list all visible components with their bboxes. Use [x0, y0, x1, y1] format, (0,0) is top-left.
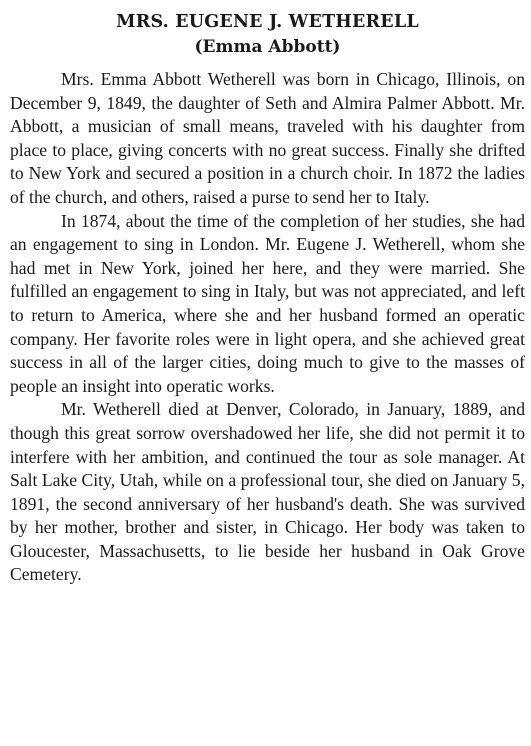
- paragraph-career-and-marriage: In 1874, about the time of the completion of her studies, she had an engagement to sing in London. Mr. Eugene J. Wetherell, whom she had met in New York, joined her here, and they were married. She fulfilled an engagement to sing in Italy, but was not appreciated, and left to return to America, where she and her husband formed an operatic company. Her favorite roles were in light opera, and she achieved great success in all of the larger cities, doing much to give to the masses of people an insight into operatic works.: [10, 210, 525, 396]
- article-title: MRS. EUGENE J. WETHERELL: [116, 12, 419, 32]
- paragraph-later-life-and-death: Mr. Wetherell died at Denver, Colorado, in January, 1889, and though this great sorrow overshadowed her life, she did not permit it to interfere with her ambition, and continued the tour as sole manager. At Salt Lake City, Utah, while on a professional tour, she died on January 5, 1891, the second anniversary of her husband's death. She was survived by her mother, brother and sister, in Chicago. Her body was taken to Gloucester, Massachusetts, to lie beside her husband in Oak Grove Cemetery.: [10, 399, 525, 585]
- paragraph-birth-and-early-life: Mrs. Emma Abbott Wetherell was born in Chicago, Illinois, on December 9, 1849, the daughter of Seth and Almira Palmer Abbott. Mr. Abbott, a musician of small means, traveled with his daughter from place to place, giving concerts with no great success. Finally she drifted to New York and secured a position in a church choir. In 1872 the ladies of the church, and others, raised a purse to send her to Italy.: [10, 69, 525, 207]
- article-body: [10, 68, 525, 587]
- article-subtitle: (Emma Abbott): [194, 37, 341, 57]
